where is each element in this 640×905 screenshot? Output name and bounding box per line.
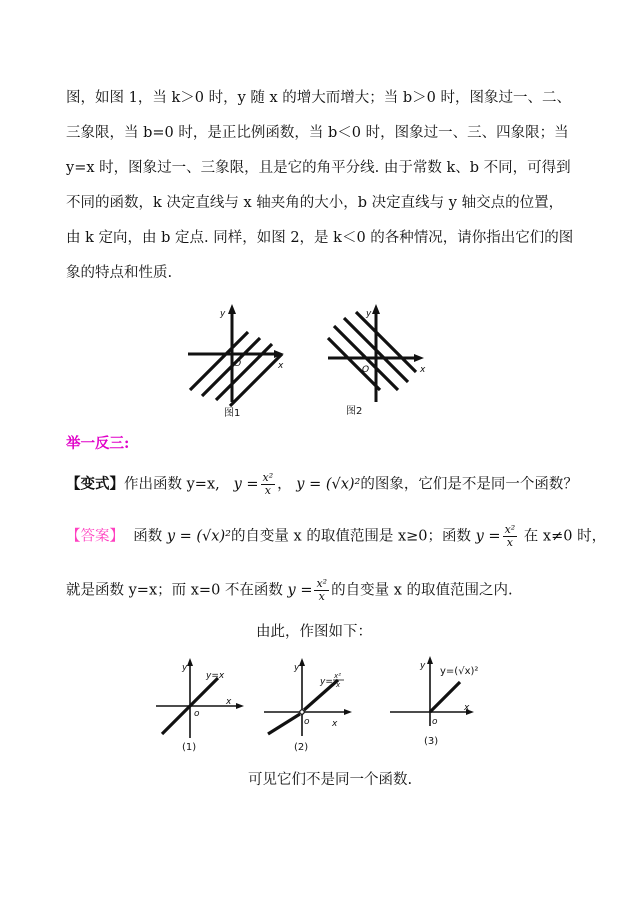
origin-label: o bbox=[432, 717, 438, 727]
x-axis-arrow bbox=[344, 709, 352, 715]
fraction-numerator: x² bbox=[262, 471, 274, 484]
math-y-equals: y = bbox=[233, 476, 259, 493]
graph-label-numerator: x² bbox=[334, 672, 341, 680]
graph-label: y=(√x)² bbox=[440, 666, 479, 677]
answer-line-2 bbox=[66, 578, 513, 603]
fraction bbox=[503, 524, 518, 549]
figure-2 bbox=[326, 302, 436, 422]
y-axis-label: y bbox=[366, 309, 372, 319]
intro-line: 三象限，当 b=0 时，是正比例函数，当 b＜0 时，图象过一、三、四象限；当 bbox=[66, 125, 569, 141]
draw-intro: 由此，作图如下： bbox=[256, 624, 372, 640]
graph-caption: (3) bbox=[424, 736, 439, 747]
fraction-numerator: x² bbox=[504, 523, 516, 536]
x-axis-label: x bbox=[332, 719, 338, 729]
intro-line: 由 k 定向，由 b 定点. 同样，如图 2，是 k＜0 的各种情况，请你指出它们的图 bbox=[66, 230, 574, 246]
x-axis-label: x bbox=[278, 361, 284, 371]
variant-tag: 【变式】 bbox=[66, 475, 124, 493]
conclusion: 可见它们不是同一个函数. bbox=[248, 772, 413, 788]
answer-text: 函数 bbox=[133, 528, 163, 545]
graph-label-denominator: x bbox=[336, 681, 341, 689]
y-axis-label: y bbox=[220, 309, 226, 319]
variant-text: 的图象，它们是不是同一个函数？ bbox=[360, 476, 578, 493]
intro-line: 图，如图 1，当 k＞0 时，y 随 x 的增大而增大；当 b＞0 时，图象过一、二、 bbox=[66, 90, 571, 106]
figure-caption: 图1 bbox=[224, 408, 241, 419]
y-axis-arrow bbox=[299, 658, 305, 666]
x-axis-arrow bbox=[236, 703, 244, 709]
y-axis-arrow bbox=[228, 304, 236, 314]
graph-label: y=x bbox=[206, 671, 225, 681]
y-axis-label: y bbox=[294, 663, 300, 673]
y-axis-arrow bbox=[187, 658, 193, 666]
answer-text: 就是函数 y=x；而 x=0 不在函数 bbox=[66, 582, 283, 599]
x-axis-arrow bbox=[414, 354, 424, 362]
fraction-denominator: x bbox=[506, 536, 513, 549]
fraction bbox=[261, 472, 276, 497]
intro-line: 象的特点和性质. bbox=[66, 265, 173, 281]
answer-tag: 【答案】 bbox=[66, 528, 124, 545]
fraction-numerator: x² bbox=[316, 577, 328, 590]
variant-comma: ， bbox=[277, 476, 292, 493]
graph-line bbox=[356, 312, 416, 372]
variant-line bbox=[66, 472, 578, 497]
y-axis-arrow bbox=[427, 656, 433, 664]
y-axis-arrow bbox=[372, 304, 380, 314]
intro-paragraph bbox=[66, 88, 586, 298]
x-axis-label: x bbox=[226, 697, 232, 707]
origin-label: O bbox=[362, 365, 370, 375]
section-heading: 举一反三: bbox=[66, 435, 130, 452]
origin-label: O bbox=[234, 359, 242, 369]
figure-1 bbox=[186, 302, 296, 422]
graph-caption: (2) bbox=[294, 742, 309, 753]
x-axis-label: x bbox=[464, 703, 470, 713]
graph-2 bbox=[262, 654, 362, 754]
graph-label: y= bbox=[320, 677, 333, 687]
math-sqrt-expression: y = (√x)² bbox=[296, 476, 361, 493]
fraction-denominator: x bbox=[264, 484, 271, 497]
fraction-denominator: x bbox=[318, 590, 325, 603]
origin-label: o bbox=[304, 717, 310, 727]
graph-1 bbox=[154, 654, 254, 754]
math-y-equals: y = bbox=[475, 528, 501, 545]
math-sqrt-expression: y = (√x)² bbox=[166, 528, 231, 545]
answer-text: 在 x≠0 时， bbox=[523, 528, 607, 545]
variant-text: 作出函数 y=x, bbox=[124, 476, 220, 493]
math-y-equals: y = bbox=[287, 582, 313, 599]
answer-text: 的自变量 x 的取值范围之内. bbox=[331, 582, 513, 599]
graph-caption: (1) bbox=[182, 742, 197, 753]
fraction bbox=[314, 578, 329, 603]
answer-text: 的自变量 x 的取值范围是 x≥0；函数 bbox=[230, 528, 471, 545]
hole-point bbox=[300, 710, 304, 714]
graph-line bbox=[430, 682, 460, 712]
y-axis-label: y bbox=[420, 661, 426, 671]
graph-line-left bbox=[268, 714, 300, 734]
origin-label: o bbox=[194, 709, 200, 719]
graph-3 bbox=[388, 652, 488, 752]
answer-line-1 bbox=[66, 524, 606, 549]
y-axis-label: y bbox=[182, 663, 188, 673]
x-axis-label: x bbox=[420, 365, 426, 375]
intro-line: 不同的函数，k 决定直线与 x 轴夹角的大小，b 决定直线与 y 轴交点的位置， bbox=[66, 195, 564, 211]
figure-caption: 图2 bbox=[346, 406, 363, 417]
intro-line: y=x 时，图象过一、三象限，且是它的角平分线. 由于常数 k、b 不同，可得到 bbox=[66, 160, 571, 176]
